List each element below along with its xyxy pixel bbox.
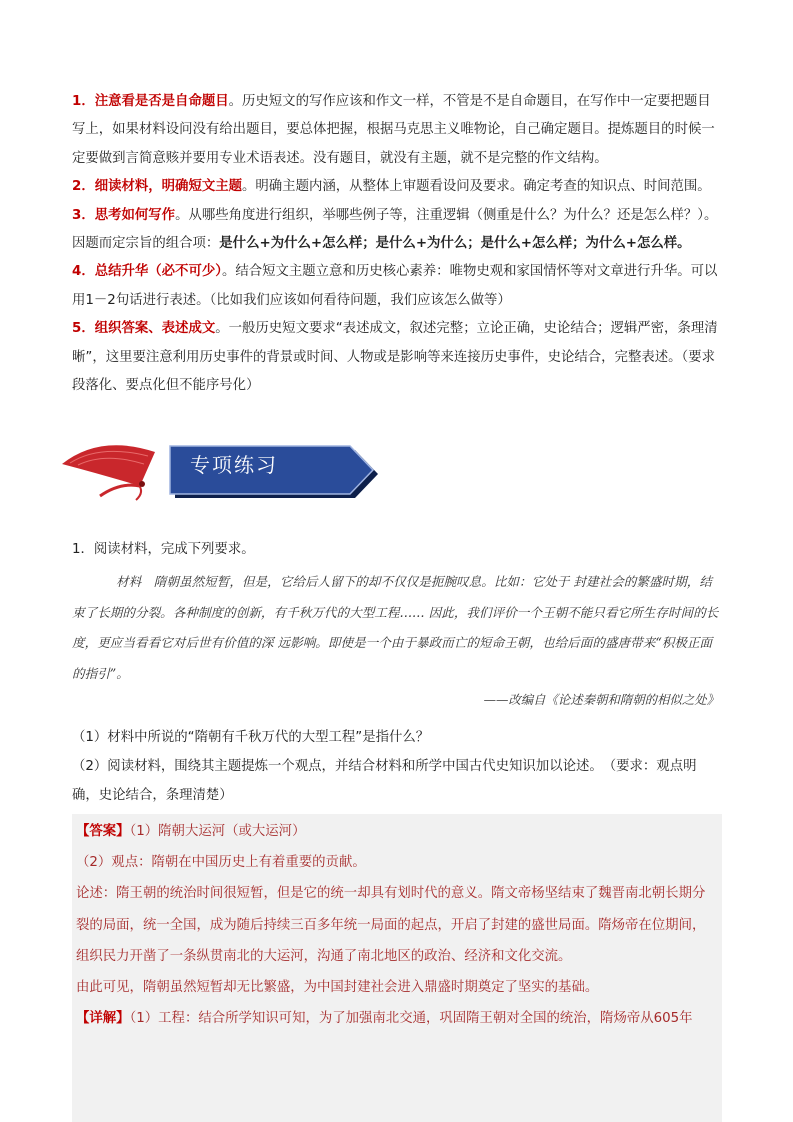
- tip-3: 3．思考如何写作。从哪些角度进行组织，举哪些例子等，注重逻辑（侧重是什么？为什么？还是怎么样？）。因题而定宗旨的组合项：是什么+为什么+怎么样；是什么+为什么；是什么+怎么样；为什么+怎么样。: [72, 207, 718, 252]
- question-1: （1）材料中所说的“隋朝有千秋万代的大型工程”是指什么？: [72, 730, 430, 745]
- answer-2: （2）观点：隋朝在中国历史上有着重要的贡献。: [76, 855, 366, 871]
- question-intro: 1．阅读材料，完成下列要求。: [72, 542, 255, 557]
- tip-4: 4．总结升华（必不可少）。结合短文主题立意和历史核心素养：唯物史观和家国情怀等对文章进行升华。可以用1－2句话进行表述。（比如我们应该如何看待问题，我们应该怎么做等）: [72, 264, 718, 308]
- answer-3: 论述：隋王朝的统治时间很短暂，但是它的统一却具有划时代的意义。隋文帝杨坚结束了魏晋南北朝长期分裂的局面，统一全国，成为随后持续三百多年统一局面的起点，开启了封建的盛世局面。隋炀帝在位期间，组织民力开凿了一条纵贯南北的大运河，沟通了南北地区的政治、经济和文化交流。: [76, 886, 706, 964]
- questions: [72, 723, 722, 810]
- question-2: （2）阅读材料，围绕其主题提炼一个观点，并结合材料和所学中国古代史知识加以论述。 （要求：观点明确，史论结合，条理清楚）: [72, 759, 697, 803]
- tips-section: [72, 88, 722, 400]
- material-source: ——改编自《论述秦朝和隋朝的相似之处》: [483, 692, 719, 707]
- material-text: 材料 隋朝虽然短暂，但是，它给后人留下的却不仅仅是扼腕叹息。比如：它处于 封建社会的繁盛时期，结束了长期的分裂。各种制度的创新，有千秋万代的大型工程…… 因此，我们评价一个王朝不能只看它所生存时间的长度，更应当看看它对后世有价值的深 远影响。即使是一个由于暴政而亡的短命王朝，也给后面的盛唐带来“积极正面的指引”。: [72, 574, 719, 681]
- answer-1: 【答案】（1）隋朝大运河（或大运河）: [76, 824, 306, 839]
- tip-2: 2．细读材料，明确短文主题。明确主题内涵，从整体上审题看设问及要求。确定考查的知识点、时间范围。: [72, 179, 711, 195]
- detail: 【详解】（1）工程：结合所学知识可知，为了加强南北交通，巩固隋王朝对全国的统治，隋炀帝从605年: [76, 1011, 693, 1027]
- tip-1: 1．注意看是否是自命题目。历史短文的写作应该和作文一样，不管是不是自命题目，在写作中一定要把题目写上，如果材料设问没有给出题目，要总体把握，根据马克思主义唯物论，自己确定题目。提炼题目的时候一定要做到言简意赅并要用专业术语表述。没有题目，就没有主题，就不是完整的作文结构。: [72, 94, 715, 166]
- answer-4: 由此可见，隋朝虽然短暂却无比繁盛，为中国封建社会进入鼎盛时期奠定了坚实的基础。: [76, 980, 599, 996]
- fan-icon: [62, 445, 155, 500]
- answer-box: [72, 814, 722, 1122]
- tip-5: 5．组织答案、表述成文。一般历史短文要求“表述成文，叙述完整；立论正确，史论结合；逻辑严密，条理清晰”，这里要注意利用历史事件的背景或时间、人物或是影响等来连接历史事件，史论结合，完整表述。（要求段落化、要点化但不能序号化）: [72, 321, 718, 394]
- banner-title: 专项练习: [190, 453, 278, 477]
